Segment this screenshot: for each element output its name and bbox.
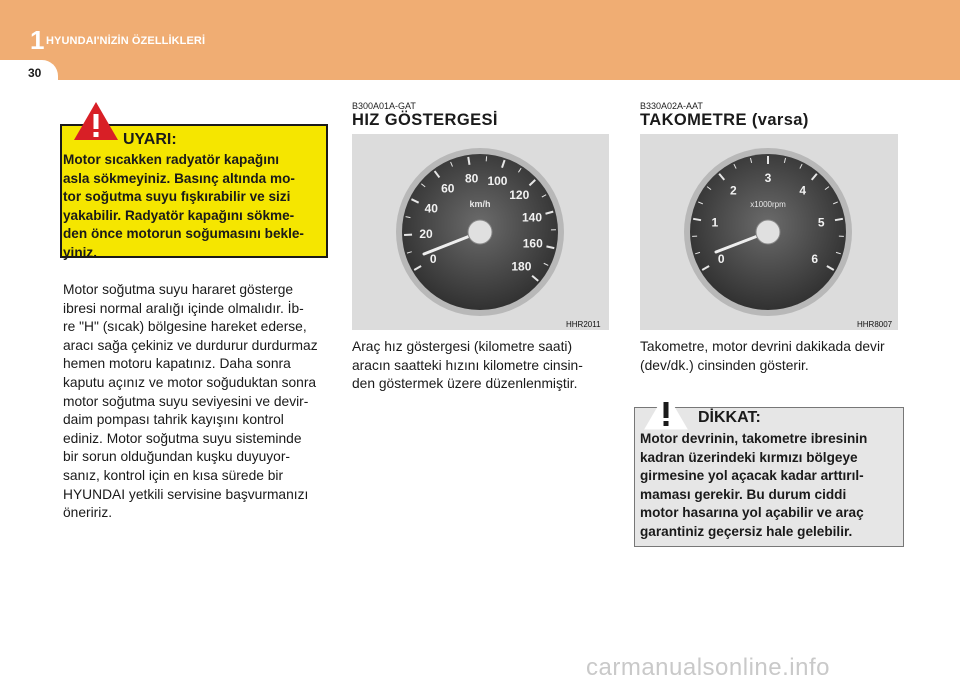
caution-line: motor hasarına yol açabilir ve araç bbox=[640, 505, 864, 521]
body-line: Motor soğutma suyu hararet gösterge bbox=[63, 282, 294, 297]
gauge-label: 100 bbox=[487, 173, 508, 188]
tachometer-image bbox=[640, 134, 898, 330]
gauge-label: 0 bbox=[429, 252, 437, 266]
warning-title: UYARI: bbox=[123, 131, 177, 148]
watermark: carmanualsonline.info bbox=[586, 654, 830, 681]
needle-hub bbox=[756, 220, 780, 244]
gauge-label: 20 bbox=[419, 227, 433, 242]
speedometer-gauge bbox=[352, 134, 609, 330]
needle-hub bbox=[468, 220, 492, 244]
warning-line: tor soğutma suyu fışkırabilir ve sizi bbox=[63, 189, 291, 204]
gauge-label: 140 bbox=[522, 210, 543, 225]
body-line: hemen motoru kapatınız. Daha sonra bbox=[63, 356, 291, 372]
caution-line: girmesine yol açacak kadar arttırıl- bbox=[640, 468, 864, 484]
body-line: ediniz. Motor soğutma suyu sisteminde bbox=[63, 430, 302, 446]
body-line: Araç hız göstergesi (kilometre saati) bbox=[352, 339, 573, 354]
caution-line: maması gerekir. Bu durum ciddi bbox=[640, 486, 847, 502]
gauge-label: 4 bbox=[799, 183, 807, 198]
gauge-label: 2 bbox=[729, 183, 737, 198]
image-code: HHR2011 bbox=[566, 320, 601, 329]
warning-line: Motor sıcakken radyatör kapağını bbox=[63, 152, 280, 167]
body-line: HYUNDAI yetkili servisine başvurmanızı bbox=[63, 486, 309, 502]
caution-line: kadran üzerindeki kırmızı bölgeye bbox=[640, 449, 858, 465]
caution-line: Motor devrinin, takometre ibresinin bbox=[640, 431, 868, 446]
caution-title: DİKKAT: bbox=[698, 409, 761, 426]
gauge-label: 60 bbox=[441, 181, 455, 196]
warning-line: yiniz. bbox=[63, 244, 97, 260]
speedometer-unit: km/h bbox=[469, 199, 491, 209]
caution-line: garantiniz geçersiz hale gelebilir. bbox=[640, 523, 853, 539]
coolant-paragraph bbox=[63, 281, 321, 523]
warning-text bbox=[63, 151, 323, 262]
section-code: B330A02A-AAT bbox=[640, 101, 703, 111]
gauge-tick bbox=[693, 219, 701, 220]
gauge-label: 0 bbox=[717, 252, 725, 266]
gauge-label: 40 bbox=[424, 201, 438, 216]
gauge-tick bbox=[835, 219, 843, 220]
body-line: ibresi normal aralığı içinde olmalıdır. İb- bbox=[63, 300, 304, 316]
warning-line: yakabilir. Radyatör kapağını sökme- bbox=[63, 207, 295, 223]
gauge-label: 120 bbox=[509, 187, 530, 202]
gauge-label: 160 bbox=[522, 236, 543, 251]
gauge-tick bbox=[468, 157, 469, 165]
warning-line: asla sökmeyiniz. Basınç altında mo- bbox=[63, 170, 295, 186]
caution-triangle-icon bbox=[644, 392, 688, 430]
warning-triangle-icon bbox=[73, 101, 119, 141]
body-line: Takometre, motor devrini dakikada devir bbox=[640, 339, 885, 354]
warning-line: den önce motorun soğumasını bekle- bbox=[63, 226, 304, 241]
tachometer-unit: x1000rpm bbox=[750, 200, 786, 209]
gauge-label: 3 bbox=[764, 171, 772, 185]
page-number: 30 bbox=[28, 66, 42, 80]
speedometer-paragraph bbox=[352, 338, 610, 394]
header-bar bbox=[0, 0, 960, 80]
body-line: re "H" (sıcak) bölgesine hareket ederse, bbox=[63, 319, 307, 335]
section-heading: TAKOMETRE (varsa) bbox=[640, 111, 809, 129]
body-line: aracı sağa çekiniz ve durdurur durdurmaz bbox=[63, 337, 318, 353]
chapter-number: 1 bbox=[30, 25, 45, 55]
body-line: kaputu açınız ve motor soğuduktan sonra bbox=[63, 374, 317, 390]
body-line: sanız, kontrol için en kısa sürede bir bbox=[63, 467, 284, 483]
gauge-label: 180 bbox=[511, 259, 532, 274]
tachometer-paragraph bbox=[640, 338, 900, 375]
body-line: öneririz. bbox=[63, 505, 113, 521]
chapter-title: HYUNDAI'NİZİN ÖZELLİKLERİ bbox=[46, 35, 206, 47]
body-line: daim pompası tahrik kayışını kontrol bbox=[63, 412, 284, 428]
caution-text bbox=[640, 430, 898, 542]
gauge-label: 5 bbox=[817, 215, 825, 230]
image-code: HHR8007 bbox=[857, 320, 893, 329]
section-code: B300A01A-GAT bbox=[352, 101, 416, 111]
body-line: (dev/dk.) cinsinden gösterir. bbox=[640, 357, 809, 373]
page-number-tab bbox=[0, 60, 58, 86]
speedometer-image bbox=[352, 134, 609, 330]
section-heading: HIZ GÖSTERGESİ bbox=[352, 111, 498, 129]
body-line: den göstermek üzere düzenlenmiştir. bbox=[352, 376, 578, 392]
body-line: bir sorun olduğundan kuşku duyuyor- bbox=[63, 449, 291, 465]
gauge-label: 80 bbox=[464, 171, 479, 186]
gauge-label: 1 bbox=[711, 215, 719, 230]
body-line: motor soğutma suyu seviyesini ve devir- bbox=[63, 393, 309, 409]
gauge-label: 6 bbox=[811, 252, 819, 266]
body-line: aracın saatteki hızını kilometre cinsin- bbox=[352, 357, 583, 373]
tachometer-gauge bbox=[640, 134, 898, 330]
